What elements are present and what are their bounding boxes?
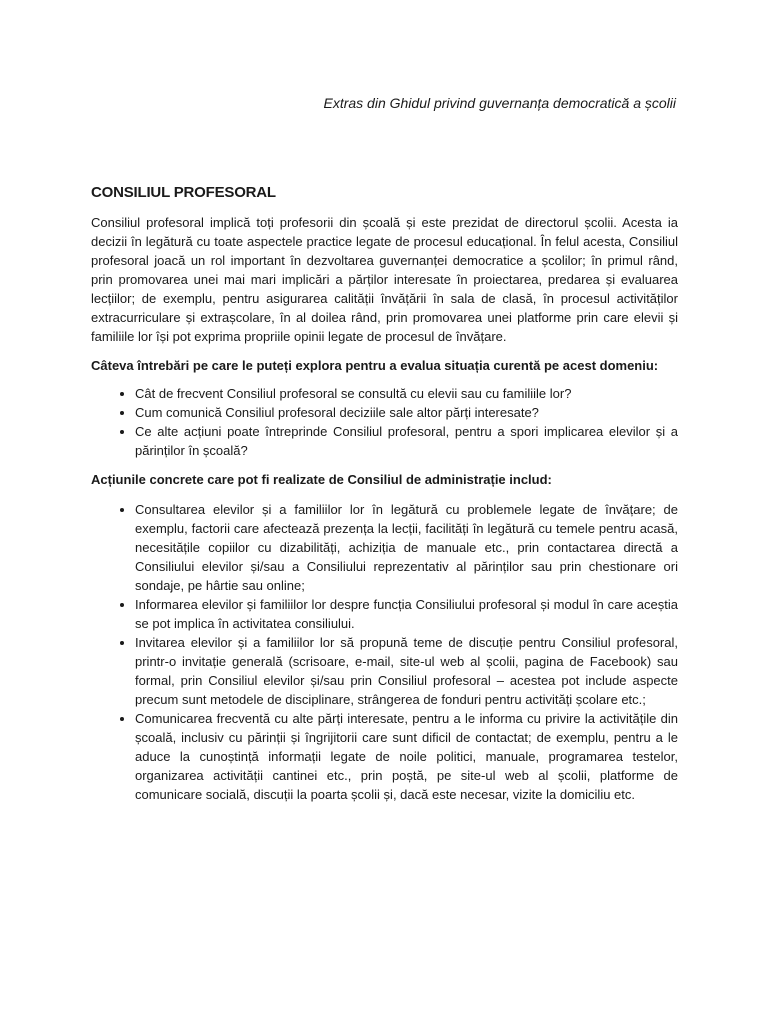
list-item: • Informarea elevilor și familiilor lor despre funcția Consiliului profesoral și modul în care aceștia se pot implica în activitatea consiliului. xyxy=(135,595,678,633)
list-item: • Cât de frecvent Consiliul profesoral se consultă cu elevii sau cu familiile lor? xyxy=(135,384,678,403)
list-item: • Consultarea elevilor și a familiilor lor în legătură cu problemele legate de învățare; de exemplu, factorii care afectează prezența la lecții, facilități în legătură cu temele pentru acasă, necesitățile copiilor cu dizabilități, achiziția de manuale etc., prin contactarea directă a Consiliului elevilor și/sau a Consiliului reprezentativ al părinților sau prin chestionare ori sondaje, pe hârtie sau online; xyxy=(135,500,678,595)
list-item: • Comunicarea frecventă cu alte părți interesate, pentru a le informa cu privire la activitățile din școală, inclusiv cu părinții și îngrijitorii care sunt dificil de contactat; de exemplu, pentru a le aduce la cunoștință informații legate de noile politici, manuale, programarea testelor, organizarea activității cantinei etc., prin poștă, pe site-ul web al școlii, platforme de comunicare socială, discuții la poarta școlii și, dacă este necesar, vizite la domiciliu etc. xyxy=(135,709,678,804)
list-item: • Cum comunică Consiliul profesoral deciziile sale altor părți interesate? xyxy=(135,403,678,422)
source-citation: Extras din Ghidul privind guvernanța democratică a școlii xyxy=(323,95,676,111)
section-title: CONSILIUL PROFESORAL xyxy=(91,184,276,201)
list-item: • Invitarea elevilor și a familiilor lor să propună teme de discuție pentru Consiliul profesoral, printr-o invitație generală (scrisoare, e-mail, site-ul web al școlii, pagina de Facebook) sau formal, prin Consiliul elevilor și/sau prin Consiliul profesoral – acestea pot include aspecte precum sunt metodele de disciplinare, strângerea de fonduri pentru activități școlare etc.; xyxy=(135,633,678,709)
questions-list xyxy=(91,384,678,460)
document-body xyxy=(91,184,678,804)
list-item: • Ce alte acțiuni poate întreprinde Consiliul profesoral, pentru a spori implicarea elevilor și a părinților în școală? xyxy=(135,422,678,460)
questions-heading: Câteva întrebări pe care le puteți explora pentru a evalua situația curentă pe acest domeniu: xyxy=(91,358,659,373)
intro-paragraph: Consiliul profesoral implică toți profesorii din școală și este prezidat de directorul școlii. Acesta ia decizii în legătură cu toate aspectele practice legate de procesul educațional. În felul acesta, Consiliul profesoral joacă un rol important în dezvoltarea guvernanței democratice a școlilor; în primul rând, prin promovarea unei mai mari implicări a părților interesate în proiectarea, predarea și evaluarea lecțiilor; de exemplu, pentru asigurarea calității învățării în sala de clasă, în procesul activităților extracurriculare și extrașcolare, în al doilea rând, prin promovarea unei platforme prin care elevii și familiile lor își pot exprima propriile opinii legate de procesul de învățare. xyxy=(91,215,678,344)
actions-heading: Acțiunile concrete care pot fi realizate de Consiliul de administrație includ: xyxy=(91,472,552,487)
actions-list xyxy=(91,500,678,804)
